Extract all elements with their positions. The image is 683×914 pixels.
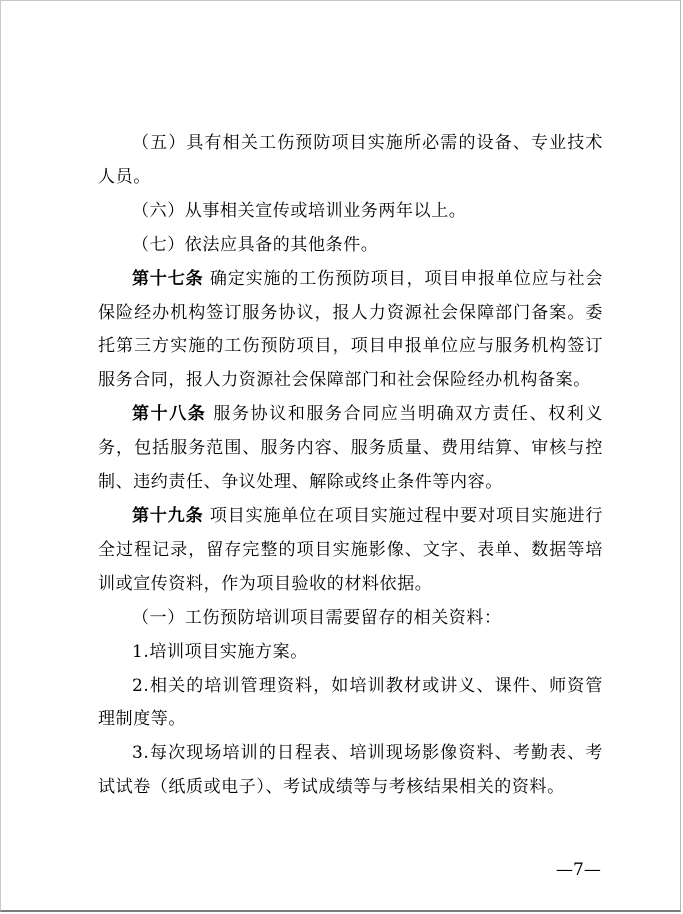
page-number: —7— bbox=[556, 860, 601, 880]
article-18 bbox=[98, 398, 603, 500]
list-item-3 bbox=[98, 737, 603, 805]
paragraph-item-6 bbox=[98, 195, 603, 229]
document-body bbox=[98, 127, 603, 805]
list-item-2 bbox=[98, 670, 603, 738]
paragraph-text: （六）从事相关宣传或培训业务两年以上。 bbox=[132, 200, 467, 221]
article-text: 确定实施的工伤预防项目，项目申报单位应与社会保险经办机构签订服务协议，报人力资源社会保障部门备案。委托第三方实施的工伤预防项目，项目申报单位应与服务机构签订服务合同，报人力资源社会保障部门和社会保险经办机构备案。 bbox=[98, 268, 603, 391]
paragraph-item-5 bbox=[98, 127, 603, 195]
article-19 bbox=[98, 500, 603, 602]
section-training-materials bbox=[98, 602, 603, 636]
paragraph-item-7 bbox=[98, 229, 603, 263]
article-number: 第十七条 bbox=[132, 268, 204, 289]
paragraph-text: （一）工伤预防培训项目需要留存的相关资料： bbox=[132, 607, 502, 628]
article-number: 第十八条 bbox=[132, 404, 207, 425]
article-17 bbox=[98, 263, 603, 399]
paragraph-text: 3.每次现场培训的日程表、培训现场影像资料、考勤表、考试试卷（纸质或电子）、考试成绩等与考核结果相关的资料。 bbox=[98, 743, 603, 798]
article-number: 第十九条 bbox=[132, 505, 204, 526]
article-text: 项目实施单位在项目实施过程中要对项目实施进行全过程记录，留存完整的项目实施影像、文字、表单、数据等培训或宣传资料，作为项目验收的材料依据。 bbox=[98, 505, 603, 594]
paragraph-text: 2.相关的培训管理资料，如培训教材或讲义、课件、师资管理制度等。 bbox=[98, 675, 603, 730]
paragraph-text: （五）具有相关工伤预防项目实施所必需的设备、专业技术人员。 bbox=[98, 133, 603, 187]
article-text: 服务协议和服务合同应当明确双方责任、权利义务，包括服务范围、服务内容、服务质量、费用结算、审核与控制、违约责任、争议处理、解除或终止条件等内容。 bbox=[98, 404, 603, 493]
list-item-1 bbox=[98, 636, 603, 670]
paragraph-text: 1.培训项目实施方案。 bbox=[132, 641, 308, 662]
paragraph-text: （七）依法应具备的其他条件。 bbox=[132, 234, 379, 255]
